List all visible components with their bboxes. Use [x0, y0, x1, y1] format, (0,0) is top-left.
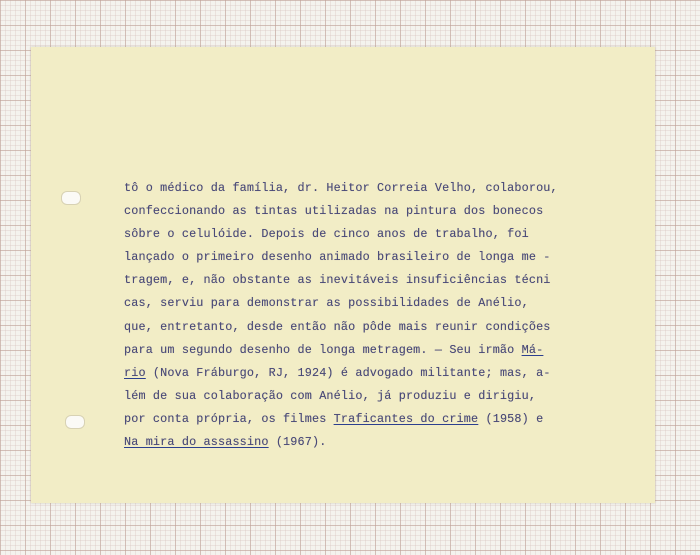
text-segment: (1958) e: [478, 411, 544, 426]
text-segment: lém de sua colaboração com Anélio, já produziu e dirigiu,: [124, 388, 537, 403]
text-line: [124, 246, 594, 269]
text-segment: que, entretanto, desde então não pôde mais reunir condições: [124, 319, 551, 334]
text-segment: para um segundo desenho de longa metragem. — Seu irmão: [124, 342, 522, 357]
text-line: [124, 316, 594, 339]
text-line: [124, 431, 594, 454]
text-line: [124, 200, 594, 223]
text-segment: tragem, e, não obstante as inevitáveis insuficiências técni: [124, 273, 551, 288]
text-segment: cas, serviu para demonstrar as possibilidades de Anélio,: [124, 296, 529, 311]
punch-hole-top: [61, 191, 81, 205]
text-line: [124, 362, 594, 385]
underlined-title: Traficantes do crime: [333, 411, 479, 426]
text-line: [124, 177, 594, 200]
text-segment: lançado o primeiro desenho animado brasileiro de longa me -: [124, 250, 551, 265]
text-segment: (1967).: [268, 435, 327, 450]
text-line: [124, 223, 594, 246]
underlined-title: rio: [124, 365, 146, 380]
text-line: [124, 408, 594, 431]
typewritten-text: [124, 177, 594, 454]
text-line: [124, 385, 594, 408]
underlined-title: Na mira do assassino: [124, 435, 269, 450]
underlined-title: Má-: [521, 342, 544, 357]
punch-hole-bottom: [65, 415, 85, 429]
text-line: [124, 269, 594, 292]
text-segment: tô o médico da família, dr. Heitor Correia Velho, colaborou,: [124, 181, 558, 195]
typewritten-page: [31, 47, 655, 503]
text-line: [124, 292, 594, 315]
text-segment: sôbre o celulóide. Depois de cinco anos de trabalho, foi: [124, 227, 529, 242]
text-line: [124, 339, 594, 362]
text-segment: por conta própria, os filmes: [124, 411, 334, 426]
text-segment: (Nova Fráburgo, RJ, 1924) é advogado militante; mas, a-: [145, 365, 551, 380]
text-segment: confeccionando as tintas utilizadas na pintura dos bonecos: [124, 204, 544, 219]
